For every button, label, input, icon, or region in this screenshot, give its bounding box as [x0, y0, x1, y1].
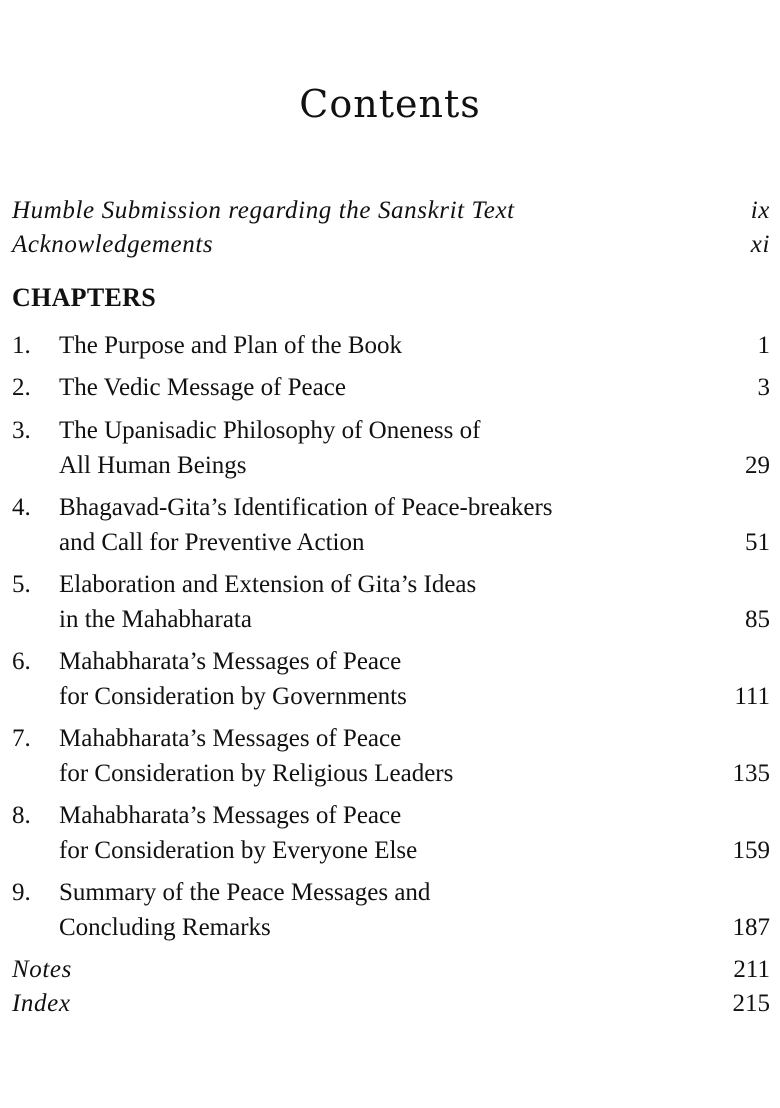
chapter-number: 9.	[12, 879, 31, 906]
chapter-title-cont: and Call for Preventive Action	[59, 529, 365, 556]
entry-page: ix	[750, 197, 770, 224]
page-title: Contents	[299, 82, 481, 126]
chapter-page: 187	[732, 914, 770, 941]
entry-label: Index	[12, 990, 71, 1017]
chapter-number: 6.	[12, 648, 31, 675]
chapter-title: Summary of the Peace Messages and	[59, 879, 431, 906]
chapter-title-cont: Concluding Remarks	[59, 914, 271, 941]
chapter-page: 3	[757, 374, 770, 401]
chapter-title-cont: for Consideration by Governments	[59, 683, 407, 710]
chapter-number: 3.	[12, 417, 31, 444]
chapter-number: 1.	[12, 332, 31, 359]
chapter-title-cont: for Consideration by Everyone Else	[59, 837, 418, 864]
chapter-number: 7.	[12, 725, 31, 752]
chapter-title: Elaboration and Extension of Gita’s Ideas	[59, 571, 477, 598]
chapter-title-cont: in the Mahabharata	[59, 606, 252, 633]
entry-label: Acknowledgements	[12, 231, 214, 258]
chapters-heading: CHAPTERS	[12, 283, 156, 312]
chapter-number: 2.	[12, 374, 31, 401]
chapter-page: 1	[757, 332, 770, 359]
chapter-page: 29	[745, 452, 770, 479]
chapter-page: 85	[745, 606, 770, 633]
chapter-page: 135	[732, 760, 770, 787]
entry-page: xi	[750, 231, 770, 258]
entry-label: Notes	[12, 956, 72, 983]
chapter-title: The Purpose and Plan of the Book	[59, 332, 403, 359]
chapter-page: 51	[745, 529, 770, 556]
chapter-title: Mahabharata’s Messages of Peace	[59, 725, 402, 752]
chapter-number: 4.	[12, 494, 31, 521]
chapter-title: Mahabharata’s Messages of Peace	[59, 802, 402, 829]
chapter-number: 8.	[12, 802, 31, 829]
chapter-title-cont: All Human Beings	[59, 452, 247, 479]
chapter-title: The Upanisadic Philosophy of Oneness of	[59, 417, 481, 444]
chapter-title: The Vedic Message of Peace	[59, 374, 346, 401]
chapter-page: 159	[732, 837, 770, 864]
entry-page: 211	[733, 956, 770, 983]
entry-label: Humble Submission regarding the Sanskrit Text	[12, 197, 515, 224]
chapter-title: Mahabharata’s Messages of Peace	[59, 648, 402, 675]
entry-page: 215	[732, 990, 770, 1017]
chapter-page: 111	[734, 683, 770, 710]
chapter-title: Bhagavad-Gita’s Identification of Peace-breakers	[59, 494, 553, 521]
chapter-number: 5.	[12, 571, 31, 598]
chapter-title-cont: for Consideration by Religious Leaders	[59, 760, 454, 787]
